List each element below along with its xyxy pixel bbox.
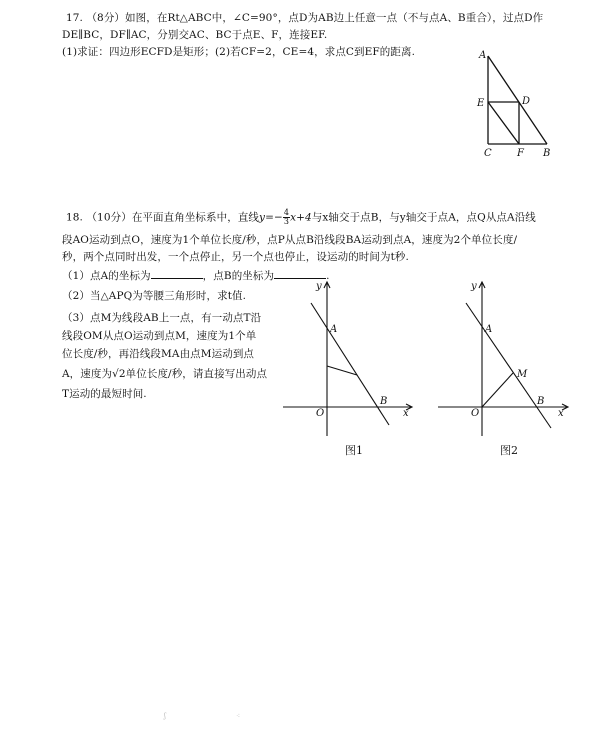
q18-part1-c: . [326, 270, 330, 282]
q18-part3-l3: 位长度/秒，再沿线段MA由点M运动到点 [62, 348, 255, 360]
q17-text1: 如图，在Rt△ABC中，∠C=90°，点D为AB边上任意一点（不与点A、B重合），过点D作 [125, 12, 544, 24]
fig2-label-b: B [537, 396, 545, 407]
q17-line2: DE∥BC，DF∥AC，分别交AC、BC于点E、F，连接EF. [62, 29, 328, 41]
fig2-label-y: y [471, 281, 477, 292]
fig1-caption: 图1 [345, 444, 363, 457]
fig2-label-o: O [471, 408, 480, 419]
scan-smudge: ʃ [164, 712, 166, 720]
q18-part3-l1: （3）点M为线段AB上一点，有一动点T沿 [62, 312, 262, 324]
q18-line3: 秒，两个点同时出发，一个点停止，另一个点也停止，设运动的时间为t秒. [62, 251, 409, 263]
q18-number: 18. [66, 211, 83, 224]
q17-number: 17. [66, 12, 83, 24]
q17-line3: (1)求证：四边形ECFD是矩形；(2)若CF=2，CE=4，求点C到EF的距离. [62, 46, 416, 58]
fig1-label-a: A [330, 324, 338, 335]
fig1-label-o: O [316, 408, 325, 419]
q18-text1b: 与x轴交于点B，与y轴交于点A，点Q从点A沿线 [311, 211, 536, 224]
q18-text1a: 在平面直角坐标系中，直线 [131, 211, 260, 224]
label-d: D [522, 96, 531, 107]
q18-part1-a: （1）点A的坐标为 [62, 270, 151, 282]
q18-score: （10分） [86, 211, 132, 224]
q18-eq-num: 4 [283, 208, 290, 217]
label-a: A [479, 50, 487, 61]
fig2-caption: 图2 [500, 444, 518, 457]
label-e: E [477, 98, 485, 109]
fig2-segment-om [482, 373, 513, 407]
q18-eq-y: y=− [259, 211, 283, 224]
q18-part3-l2: 线段OM从点O运动到点M，速度为1个单 [62, 330, 257, 342]
scan-smudge: ⁖ [236, 712, 241, 720]
q18-eq-rest: x+4 [290, 211, 312, 224]
q18-part1-b: ，点B的坐标为 [202, 270, 275, 282]
q18-part2: （2）当△APQ为等腰三角形时，求t值. [62, 290, 247, 302]
q17-score: （8分） [86, 12, 126, 24]
fig2-label-a: A [485, 324, 493, 335]
q18-part3-l4: A，速度为√2单位长度/秒，请直接写出动点 [62, 368, 268, 380]
q18-part3-l5: T运动的最短时间. [62, 388, 147, 400]
fig2-label-m: M [517, 369, 528, 380]
fig2-label-x: x [558, 408, 564, 419]
label-c: C [484, 148, 492, 159]
q18-eq-den: 3 [283, 217, 290, 226]
fig1-label-b: B [380, 396, 388, 407]
label-b: B [543, 148, 551, 159]
fig1-label-y: y [316, 281, 322, 292]
label-f: F [517, 148, 524, 159]
q18-line2: 段AO运动到点O，速度为1个单位长度/秒，点P从点B沿线段BA运动到点A，速度为2个单位长度/ [62, 234, 518, 246]
fig1-label-x: x [403, 408, 409, 419]
